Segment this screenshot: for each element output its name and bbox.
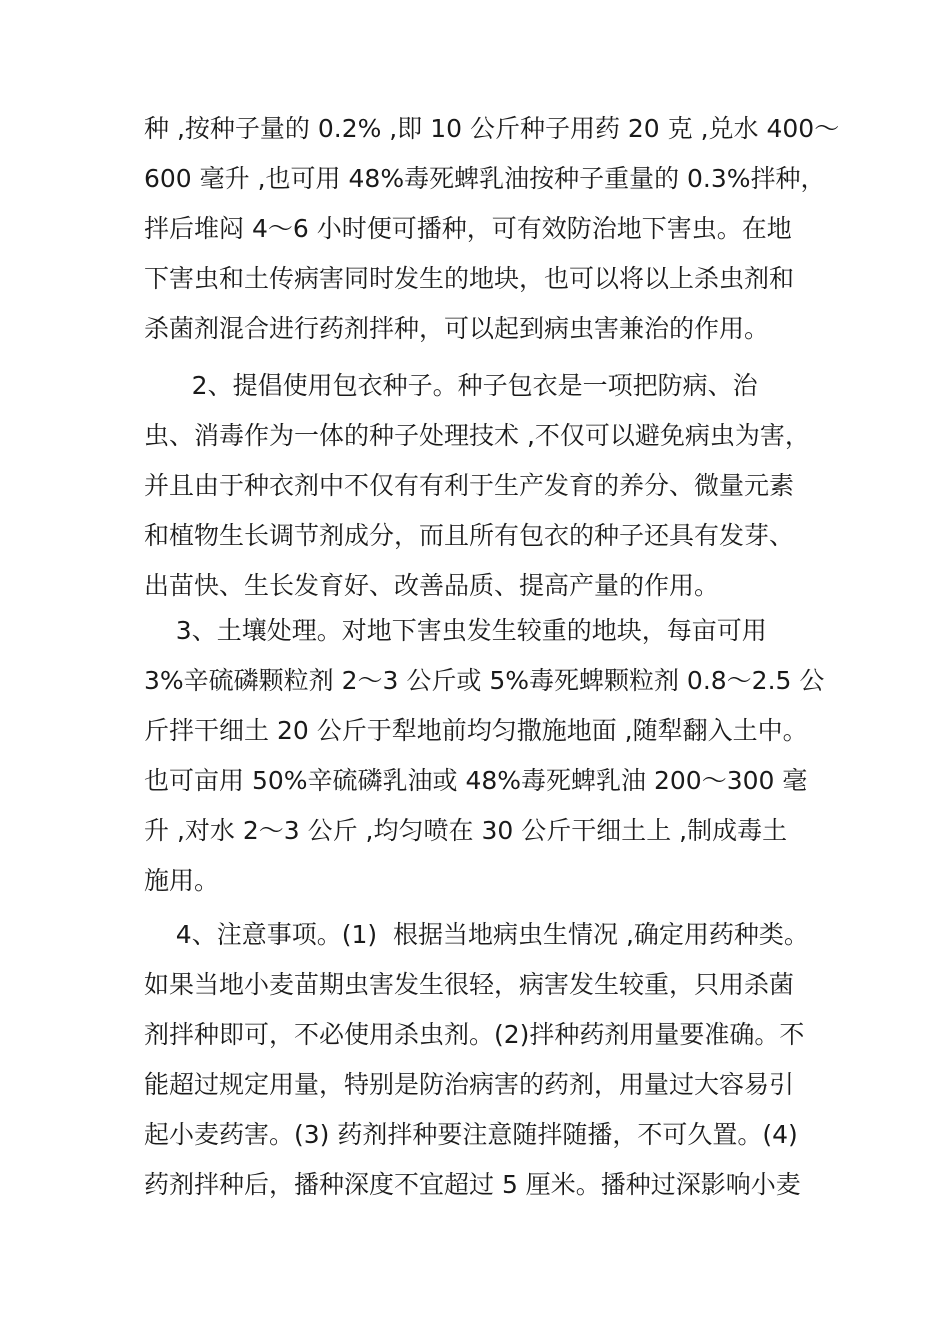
text-line: 斤拌干细土 20 公斤于犁地前均匀撒施地面 ,随犁翻入土中。 xyxy=(144,716,808,745)
paragraph-2 xyxy=(144,361,824,611)
text-line: 剂拌种即可，不必使用杀虫剂。(2)拌种药剂用量要准确。不 xyxy=(144,1020,805,1049)
text-line: 起小麦药害。(3) 药剂拌种要注意随拌随播，不可久置。(4) xyxy=(144,1120,798,1149)
text-line: 2、提倡使用包衣种子。种子包衣是一项把防病、治 xyxy=(144,371,758,400)
text-line: 3、土壤处理。对地下害虫发生较重的地块，每亩可用 xyxy=(144,616,767,645)
text-line: 和植物生长调节剂成分，而且所有包衣的种子还具有发芽、 xyxy=(144,521,795,550)
text-line: 种 ,按种子量的 0.2% ,即 10 公斤种子用药 20 克 ,兑水 400～ xyxy=(144,114,840,143)
text-line: 下害虫和土传病害同时发生的地块，也可以将以上杀虫剂和 xyxy=(144,264,795,293)
text-line: 升 ,对水 2～3 公斤 ,均匀喷在 30 公斤干细土上 ,制成毒土 xyxy=(144,816,788,845)
text-line: 4、注意事项。(1) 根据当地病虫生情况 ,确定用药种类。 xyxy=(144,920,809,949)
text-line: 如果当地小麦苗期虫害发生很轻，病害发生较重，只用杀菌 xyxy=(144,970,795,999)
text-line: 施用。 xyxy=(144,866,220,895)
paragraph-3 xyxy=(144,606,824,906)
paragraph-1 xyxy=(144,104,840,354)
text-line: 出苗快、生长发育好、改善品质、提高产量的作用。 xyxy=(144,571,720,600)
text-line: 药剂拌种后，播种深度不宜超过 5 厘米。播种过深影响小麦 xyxy=(144,1170,801,1199)
text-line: 杀菌剂混合进行药剂拌种，可以起到病虫害兼治的作用。 xyxy=(144,314,770,343)
text-line: 并且由于种衣剂中不仅有有利于生产发育的养分、微量元素 xyxy=(144,471,795,500)
text-line: 虫、消毒作为一体的种子处理技术 ,不仅可以避免病虫为害， xyxy=(144,421,810,450)
text-line: 3%辛硫磷颗粒剂 2～3 公斤或 5%毒死蜱颗粒剂 0.8～2.5 公 xyxy=(144,666,825,695)
text-line: 能超过规定用量，特别是防治病害的药剂，用量过大容易引 xyxy=(144,1070,795,1099)
paragraph-4 xyxy=(144,910,824,1210)
text-line: 拌后堆闷 4～6 小时便可播种，可有效防治地下害虫。在地 xyxy=(144,214,792,243)
text-line: 也可亩用 50%辛硫磷乳油或 48%毒死蜱乳油 200～300 毫 xyxy=(144,766,808,795)
text-line: 600 毫升 ,也可用 48%毒死蜱乳油按种子重量的 0.3%拌种， xyxy=(144,164,826,193)
